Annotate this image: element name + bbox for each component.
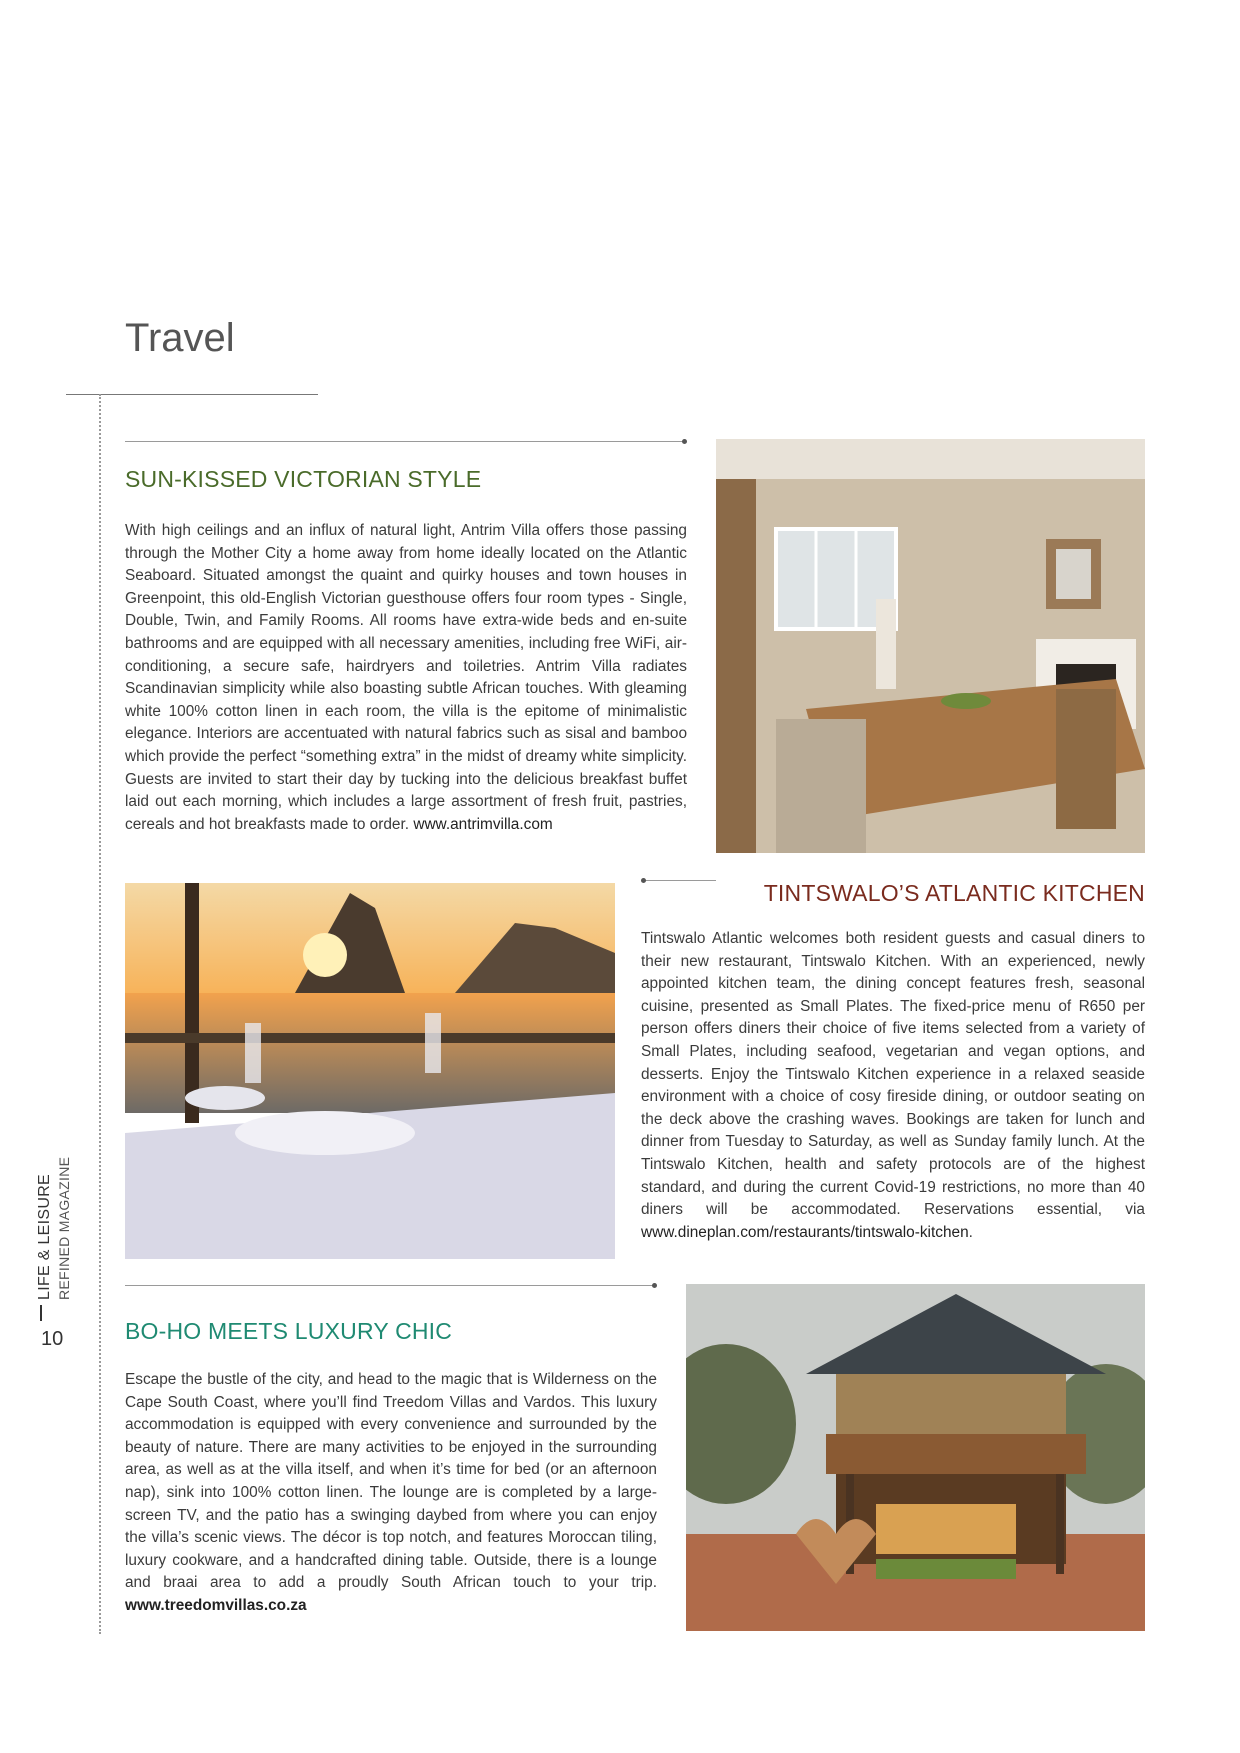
- section-heading: Travel: [125, 316, 235, 360]
- article1-body: With high ceilings and an influx of natural light, Antrim Villa offers those passing through the Mother City a home away from home ideally located on the Atlantic Seaboard. Situated amongst the quaint and quirky houses and town houses in Greenpoint, this old-English Victorian guesthouse offers four room types - Single, Double, Twin, and Family Rooms. All rooms have extra-wide beds and en-suite bathrooms and are equipped with all necessary amenities, including free WiFi, air-conditioning, a secure safe, hairdryers and toiletries. Antrim Villa radiates Scandinavian simplicity while also boasting subtle African touches. With gleaming white 100% cotton linen in each room, the villa is the epitome of minimalistic elegance. Interiors are accentuated with natural fabrics such as sisal and bamboo which provide the perfect “something extra” in the midst of dreamy white simplicity. Guests are invited to start their day by tucking into the delicious breakfast buffet laid out each morning, which includes a large assortment of fresh fruit, pastries, cereals and hot breakfasts made to order.: [125, 522, 687, 833]
- treehouse-villa-photo: [686, 1284, 1145, 1631]
- article3-title: BO-HO MEETS LUXURY CHIC: [125, 1318, 453, 1344]
- page-number: 10: [41, 1328, 64, 1350]
- article2-body: Tintswalo Atlantic welcomes both resident guests and casual diners to their new restaurant, Tintswalo Kitchen. With an experienced, newly appointed kitchen team, the dining concept features fresh, seasonal cuisine, presented as Small Plates. The fixed-price menu of R650 per person offers diners their choice of five items selected from a variety of Small Plates, including seafood, vegetarian and vegan options, and desserts. Enjoy the Tintswalo Kitchen experience in a relaxed seaside environment with a choice of cosy fireside dining, or outdoor seating on the deck above the crashing waves. Bookings are taken for lunch and dinner from Tuesday to Saturday, as well as Sunday family lunch. At the Tintswalo Kitchen, health and safety protocols are of the highest standard, and during the current Covid-19 restrictions, no more than 40 diners will be accommodated. Reservations essential, via: [641, 930, 1145, 1219]
- article1-title: SUN-KISSED VICTORIAN STYLE: [125, 466, 482, 492]
- article1-link[interactable]: www.antrimvilla.com: [413, 815, 553, 833]
- article2-text: Tintswalo Atlantic welcomes both resident guests and casual diners to their new restaurant, Tintswalo Kitchen. With an experienced, newly appointed kitchen team, the dining concept features fresh, seasonal cuisine, presented as Small Plates. The fixed-price menu of R650 per person offers diners their choice of five items selected from a variety of Small Plates, including seafood, vegetarian and vegan options, and desserts. Enjoy the Tintswalo Kitchen experience in a relaxed seaside environment with a choice of cosy fireside dining, or outdoor seating on the deck above the crashing waves. Bookings are taken for lunch and dinner from Tuesday to Saturday, as well as Sunday family lunch. At the Tintswalo Kitchen, health and safety protocols are of the highest standard, and during the current Covid-19 restrictions, no more than 40 diners will be accommodated. Reservations essential, via www.dineplan.com/restaurants/tintswalo-kitchen.: [641, 930, 1145, 1241]
- header-rule: [66, 394, 318, 395]
- sidebar-divider: [40, 1305, 42, 1321]
- article2-link[interactable]: www.dineplan.com/restaurants/tintswalo-kitchen: [641, 1223, 969, 1241]
- sunset-dining-photo: [125, 883, 615, 1259]
- article2-rule-end: [641, 878, 646, 883]
- sidebar-magazine-label: LIFE & LEISURE: [36, 1173, 53, 1300]
- article3-link[interactable]: www.treedomvillas.co.za: [125, 1596, 307, 1614]
- article2-title: TINTSWALO’S ATLANTIC KITCHEN: [763, 880, 1145, 906]
- sidebar-subtitle-label: REFINED MAGAZINE: [56, 1156, 72, 1300]
- article3-rule: [125, 1285, 655, 1286]
- sidebar-dotted-line: [99, 394, 101, 1634]
- article3-body: Escape the bustle of the city, and head to the magic that is Wilderness on the Cape South Coast, where you’ll find Treedom Villas and Vardos. This luxury accommodation is equipped with every convenience and surrounded by the beauty of nature. There are many activities to be enjoyed in the surrounding area, as well as at the villa itself, and when it’s time for bed (or an afternoon nap), sink into 100% cotton linen. The lounge are is completed by a large-screen TV, and the patio has a swinging daybed from where you can enjoy the villa’s scenic views. The décor is top notch, and features Moroccan tiling, luxury cookware, and a handcrafted dining table. Outside, there is a lounge and braai area to add a proudly South African touch to your trip.: [125, 1371, 657, 1592]
- dining-room-photo: [716, 439, 1145, 853]
- article1-rule-end: [682, 439, 687, 444]
- article3-text: [125, 1369, 657, 1618]
- article2-rule: [644, 880, 716, 881]
- article1-text: [125, 520, 687, 836]
- article1-rule: [125, 441, 685, 442]
- article3-rule-end: [652, 1283, 657, 1288]
